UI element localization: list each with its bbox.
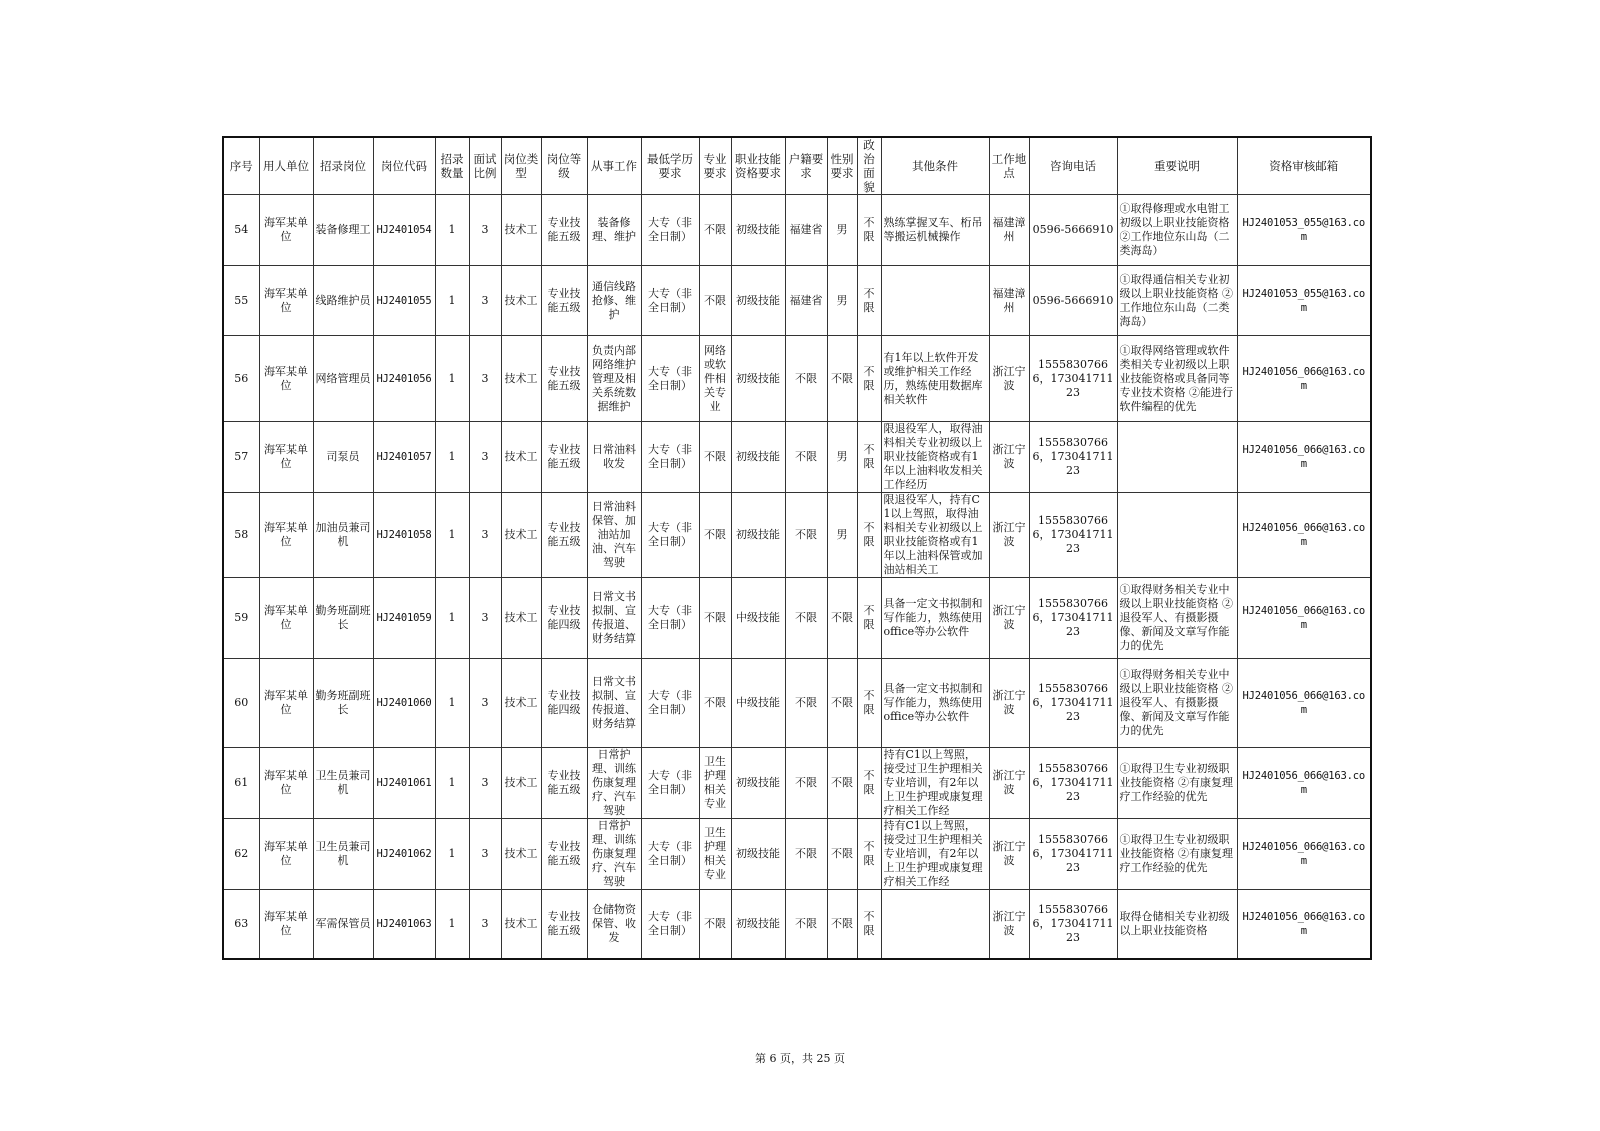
cell-education: 大专（非全日制）: [641, 578, 699, 659]
cell-phone: 15558307666，17304171123: [1029, 493, 1117, 578]
cell-work: 日常油料保管、加油站加油、汽车驾驶: [587, 493, 641, 578]
cell-education: 大专（非全日制）: [641, 659, 699, 748]
cell-phone: 15558307666，17304171123: [1029, 748, 1117, 819]
cell-location: 福建漳州: [989, 195, 1029, 266]
cell-gender: 男: [827, 266, 857, 336]
cell-phone: 15558307666，17304171123: [1029, 659, 1117, 748]
cell-gender: 不限: [827, 336, 857, 422]
header-location: 工作地点: [989, 137, 1029, 195]
header-type: 岗位类型: [501, 137, 541, 195]
cell-notes: ①取得财务相关专业中级以上职业技能资格 ②退役军人、有摄影摄像、新闻及文章写作能力的优先: [1117, 578, 1237, 659]
cell-education: 大专（非全日制）: [641, 890, 699, 959]
cell-email: HJ2401056_066@163.com: [1237, 659, 1371, 748]
cell-position: 加油员兼司机: [313, 493, 373, 578]
cell-employer: 海军某单位: [259, 578, 313, 659]
cell-education: 大专（非全日制）: [641, 266, 699, 336]
table-row: [223, 578, 1371, 659]
cell-other: 持有C1以上驾照，接受过卫生护理相关专业培训，有2年以上卫生护理或康复理疗相关工作经: [881, 819, 989, 890]
header-political: 政治面貌: [857, 137, 881, 195]
cell-work: 日常文书拟制、宣传报道、财务结算: [587, 578, 641, 659]
cell-type: 技术工: [501, 336, 541, 422]
cell-location: 浙江宁波: [989, 748, 1029, 819]
cell-type: 技术工: [501, 422, 541, 493]
cell-major: 不限: [699, 422, 731, 493]
cell-quota: 1: [435, 422, 469, 493]
cell-employer: 海军某单位: [259, 748, 313, 819]
table-row: [223, 493, 1371, 578]
cell-other: 持有C1以上驾照，接受过卫生护理相关专业培训，有2年以上卫生护理或康复理疗相关工作经: [881, 748, 989, 819]
cell-political: 不限: [857, 266, 881, 336]
cell-gender: 不限: [827, 819, 857, 890]
cell-level: 专业技能五级: [541, 422, 587, 493]
cell-location: 福建漳州: [989, 266, 1029, 336]
cell-work: 通信线路抢修、维护: [587, 266, 641, 336]
cell-household: 不限: [785, 819, 827, 890]
header-interview-ratio: 面试比例: [469, 137, 501, 195]
cell-gender: 男: [827, 493, 857, 578]
cell-political: 不限: [857, 422, 881, 493]
cell-position: 卫生员兼司机: [313, 819, 373, 890]
cell-interview-ratio: 3: [469, 659, 501, 748]
cell-location: 浙江宁波: [989, 659, 1029, 748]
cell-interview-ratio: 3: [469, 890, 501, 959]
header-level: 岗位等级: [541, 137, 587, 195]
cell-notes: ①取得修理或水电钳工初级以上职业技能资格 ②工作地位东山岛（二类海岛）: [1117, 195, 1237, 266]
header-employer: 用人单位: [259, 137, 313, 195]
cell-type: 技术工: [501, 266, 541, 336]
cell-interview-ratio: 3: [469, 266, 501, 336]
cell-education: 大专（非全日制）: [641, 493, 699, 578]
cell-interview-ratio: 3: [469, 748, 501, 819]
cell-household: 不限: [785, 422, 827, 493]
cell-employer: 海军某单位: [259, 659, 313, 748]
table-row: [223, 336, 1371, 422]
cell-location: 浙江宁波: [989, 890, 1029, 959]
cell-work: 仓储物资保管、收发: [587, 890, 641, 959]
cell-household: 不限: [785, 336, 827, 422]
cell-email: HJ2401056_066@163.com: [1237, 493, 1371, 578]
cell-gender: 男: [827, 422, 857, 493]
cell-seq: 58: [223, 493, 259, 578]
cell-other: 限退役军人，取得油料相关专业初级以上职业技能资格或有1年以上油料收发相关工作经历: [881, 422, 989, 493]
table-row: [223, 748, 1371, 819]
cell-position: 网络管理员: [313, 336, 373, 422]
cell-other: [881, 890, 989, 959]
cell-household: 不限: [785, 493, 827, 578]
cell-position: 司泵员: [313, 422, 373, 493]
cell-skill-cert: 中级技能: [731, 578, 785, 659]
recruitment-table: [222, 136, 1372, 960]
cell-skill-cert: 初级技能: [731, 336, 785, 422]
cell-level: 专业技能四级: [541, 578, 587, 659]
cell-major: 卫生护理相关专业: [699, 748, 731, 819]
cell-seq: 61: [223, 748, 259, 819]
cell-other: 限退役军人，持有C1以上驾照，取得油料相关专业初级以上职业技能资格或有1年以上油料保管或加油站相关工: [881, 493, 989, 578]
cell-email: HJ2401053_055@163.com: [1237, 195, 1371, 266]
cell-notes: ①取得卫生专业初级职业技能资格 ②有康复理疗工作经验的优先: [1117, 748, 1237, 819]
table-row: [223, 819, 1371, 890]
cell-seq: 54: [223, 195, 259, 266]
header-other: 其他条件: [881, 137, 989, 195]
header-seq: 序号: [223, 137, 259, 195]
cell-seq: 55: [223, 266, 259, 336]
cell-skill-cert: 初级技能: [731, 748, 785, 819]
cell-other: 具备一定文书拟制和写作能力，熟练使用office等办公软件: [881, 659, 989, 748]
cell-employer: 海军某单位: [259, 819, 313, 890]
cell-work: 日常油料收发: [587, 422, 641, 493]
cell-political: 不限: [857, 890, 881, 959]
cell-quota: 1: [435, 748, 469, 819]
cell-household: 不限: [785, 659, 827, 748]
cell-email: HJ2401056_066@163.com: [1237, 578, 1371, 659]
cell-code: HJ2401059: [373, 578, 435, 659]
cell-code: HJ2401058: [373, 493, 435, 578]
cell-location: 浙江宁波: [989, 493, 1029, 578]
cell-phone: 0596-5666910: [1029, 266, 1117, 336]
cell-quota: 1: [435, 890, 469, 959]
header-gender: 性别要求: [827, 137, 857, 195]
cell-skill-cert: 初级技能: [731, 422, 785, 493]
cell-major: 不限: [699, 266, 731, 336]
cell-level: 专业技能四级: [541, 659, 587, 748]
cell-position: 线路维护员: [313, 266, 373, 336]
cell-notes: 取得仓储相关专业初级以上职业技能资格: [1117, 890, 1237, 959]
cell-employer: 海军某单位: [259, 422, 313, 493]
cell-skill-cert: 初级技能: [731, 195, 785, 266]
header-phone: 咨询电话: [1029, 137, 1117, 195]
cell-phone: 15558307666，17304171123: [1029, 578, 1117, 659]
cell-level: 专业技能五级: [541, 819, 587, 890]
cell-position: 勤务班副班长: [313, 659, 373, 748]
cell-code: HJ2401060: [373, 659, 435, 748]
cell-interview-ratio: 3: [469, 195, 501, 266]
cell-education: 大专（非全日制）: [641, 422, 699, 493]
cell-email: HJ2401056_066@163.com: [1237, 819, 1371, 890]
cell-skill-cert: 初级技能: [731, 819, 785, 890]
table-row: [223, 195, 1371, 266]
cell-code: HJ2401054: [373, 195, 435, 266]
cell-level: 专业技能五级: [541, 890, 587, 959]
cell-seq: 62: [223, 819, 259, 890]
cell-political: 不限: [857, 819, 881, 890]
header-position: 招录岗位: [313, 137, 373, 195]
cell-phone: 15558307666，17304171123: [1029, 422, 1117, 493]
cell-level: 专业技能五级: [541, 336, 587, 422]
table-row: [223, 890, 1371, 959]
cell-employer: 海军某单位: [259, 336, 313, 422]
cell-position: 军需保管员: [313, 890, 373, 959]
cell-code: HJ2401063: [373, 890, 435, 959]
cell-household: 不限: [785, 748, 827, 819]
header-education: 最低学历要求: [641, 137, 699, 195]
cell-notes: [1117, 493, 1237, 578]
cell-location: 浙江宁波: [989, 422, 1029, 493]
cell-seq: 57: [223, 422, 259, 493]
cell-email: HJ2401056_066@163.com: [1237, 890, 1371, 959]
cell-quota: 1: [435, 266, 469, 336]
cell-location: 浙江宁波: [989, 578, 1029, 659]
cell-employer: 海军某单位: [259, 493, 313, 578]
cell-type: 技术工: [501, 819, 541, 890]
header-work: 从事工作: [587, 137, 641, 195]
cell-notes: ①取得卫生专业初级职业技能资格 ②有康复理疗工作经验的优先: [1117, 819, 1237, 890]
cell-seq: 63: [223, 890, 259, 959]
cell-major: 不限: [699, 578, 731, 659]
cell-phone: 15558307666，17304171123: [1029, 819, 1117, 890]
cell-interview-ratio: 3: [469, 578, 501, 659]
cell-skill-cert: 初级技能: [731, 890, 785, 959]
cell-code: HJ2401062: [373, 819, 435, 890]
cell-type: 技术工: [501, 890, 541, 959]
cell-notes: ①取得网络管理或软件类相关专业初级以上职业技能资格或具备同等专业技术资格 ②能进行软件编程的优先: [1117, 336, 1237, 422]
cell-code: HJ2401061: [373, 748, 435, 819]
cell-position: 装备修理工: [313, 195, 373, 266]
cell-type: 技术工: [501, 195, 541, 266]
cell-major: 不限: [699, 493, 731, 578]
cell-code: HJ2401056: [373, 336, 435, 422]
cell-interview-ratio: 3: [469, 819, 501, 890]
table-row: [223, 266, 1371, 336]
cell-employer: 海军某单位: [259, 195, 313, 266]
cell-quota: 1: [435, 195, 469, 266]
cell-skill-cert: 初级技能: [731, 493, 785, 578]
cell-political: 不限: [857, 659, 881, 748]
cell-other: 熟练掌握叉车、桁吊等搬运机械操作: [881, 195, 989, 266]
cell-work: 日常护理、训练伤康复理疗、汽车驾驶: [587, 819, 641, 890]
cell-work: 日常文书拟制、宣传报道、财务结算: [587, 659, 641, 748]
cell-work: 负责内部网络维护管理及相关系统数据维护: [587, 336, 641, 422]
cell-quota: 1: [435, 578, 469, 659]
cell-phone: 15558307666，17304171123: [1029, 890, 1117, 959]
table-header-row: [223, 137, 1371, 195]
cell-level: 专业技能五级: [541, 493, 587, 578]
cell-phone: 0596-5666910: [1029, 195, 1117, 266]
cell-household: 福建省: [785, 195, 827, 266]
cell-work: 装备修理、维护: [587, 195, 641, 266]
cell-education: 大专（非全日制）: [641, 748, 699, 819]
table-row: [223, 422, 1371, 493]
cell-email: HJ2401056_066@163.com: [1237, 422, 1371, 493]
cell-major: 不限: [699, 890, 731, 959]
cell-position: 勤务班副班长: [313, 578, 373, 659]
cell-other: 有1年以上软件开发或维护相关工作经历，熟练使用数据库相关软件: [881, 336, 989, 422]
cell-political: 不限: [857, 748, 881, 819]
page-footer: 第 6 页，共 25 页: [755, 1052, 845, 1065]
cell-quota: 1: [435, 336, 469, 422]
cell-type: 技术工: [501, 578, 541, 659]
cell-employer: 海军某单位: [259, 266, 313, 336]
cell-political: 不限: [857, 336, 881, 422]
cell-education: 大专（非全日制）: [641, 195, 699, 266]
cell-type: 技术工: [501, 748, 541, 819]
cell-location: 浙江宁波: [989, 819, 1029, 890]
cell-employer: 海军某单位: [259, 890, 313, 959]
cell-notes: ①取得通信相关专业初级以上职业技能资格 ②工作地位东山岛（二类海岛）: [1117, 266, 1237, 336]
header-household: 户籍要求: [785, 137, 827, 195]
cell-gender: 男: [827, 195, 857, 266]
cell-level: 专业技能五级: [541, 748, 587, 819]
cell-major: 卫生护理相关专业: [699, 819, 731, 890]
cell-location: 浙江宁波: [989, 336, 1029, 422]
table-row: [223, 659, 1371, 748]
cell-gender: 不限: [827, 890, 857, 959]
cell-seq: 59: [223, 578, 259, 659]
cell-level: 专业技能五级: [541, 266, 587, 336]
header-quota: 招录数量: [435, 137, 469, 195]
cell-email: HJ2401056_066@163.com: [1237, 336, 1371, 422]
cell-code: HJ2401055: [373, 266, 435, 336]
cell-interview-ratio: 3: [469, 336, 501, 422]
cell-education: 大专（非全日制）: [641, 819, 699, 890]
cell-interview-ratio: 3: [469, 493, 501, 578]
cell-skill-cert: 初级技能: [731, 266, 785, 336]
cell-seq: 60: [223, 659, 259, 748]
cell-political: 不限: [857, 578, 881, 659]
cell-gender: 不限: [827, 578, 857, 659]
cell-work: 日常护理、训练伤康复理疗、汽车驾驶: [587, 748, 641, 819]
cell-other: [881, 266, 989, 336]
cell-skill-cert: 中级技能: [731, 659, 785, 748]
cell-household: 福建省: [785, 266, 827, 336]
cell-notes: [1117, 422, 1237, 493]
cell-seq: 56: [223, 336, 259, 422]
cell-major: 不限: [699, 195, 731, 266]
cell-email: HJ2401053_055@163.com: [1237, 266, 1371, 336]
cell-gender: 不限: [827, 659, 857, 748]
cell-education: 大专（非全日制）: [641, 336, 699, 422]
cell-quota: 1: [435, 659, 469, 748]
cell-type: 技术工: [501, 493, 541, 578]
cell-quota: 1: [435, 493, 469, 578]
cell-political: 不限: [857, 493, 881, 578]
header-notes: 重要说明: [1117, 137, 1237, 195]
cell-type: 技术工: [501, 659, 541, 748]
header-email: 资格审核邮箱: [1237, 137, 1371, 195]
cell-level: 专业技能五级: [541, 195, 587, 266]
cell-household: 不限: [785, 578, 827, 659]
cell-major: 不限: [699, 659, 731, 748]
cell-major: 网络或软件相关专业: [699, 336, 731, 422]
header-skill-cert: 职业技能资格要求: [731, 137, 785, 195]
cell-other: 具备一定文书拟制和写作能力，熟练使用office等办公软件: [881, 578, 989, 659]
cell-quota: 1: [435, 819, 469, 890]
recruitment-table-sheet: [222, 136, 1372, 960]
table-body: [223, 195, 1371, 959]
cell-household: 不限: [785, 890, 827, 959]
cell-code: HJ2401057: [373, 422, 435, 493]
cell-phone: 15558307666，17304171123: [1029, 336, 1117, 422]
cell-position: 卫生员兼司机: [313, 748, 373, 819]
cell-email: HJ2401056_066@163.com: [1237, 748, 1371, 819]
header-code: 岗位代码: [373, 137, 435, 195]
header-major: 专业要求: [699, 137, 731, 195]
cell-political: 不限: [857, 195, 881, 266]
cell-interview-ratio: 3: [469, 422, 501, 493]
cell-gender: 不限: [827, 748, 857, 819]
cell-notes: ①取得财务相关专业中级以上职业技能资格 ②退役军人、有摄影摄像、新闻及文章写作能力的优先: [1117, 659, 1237, 748]
